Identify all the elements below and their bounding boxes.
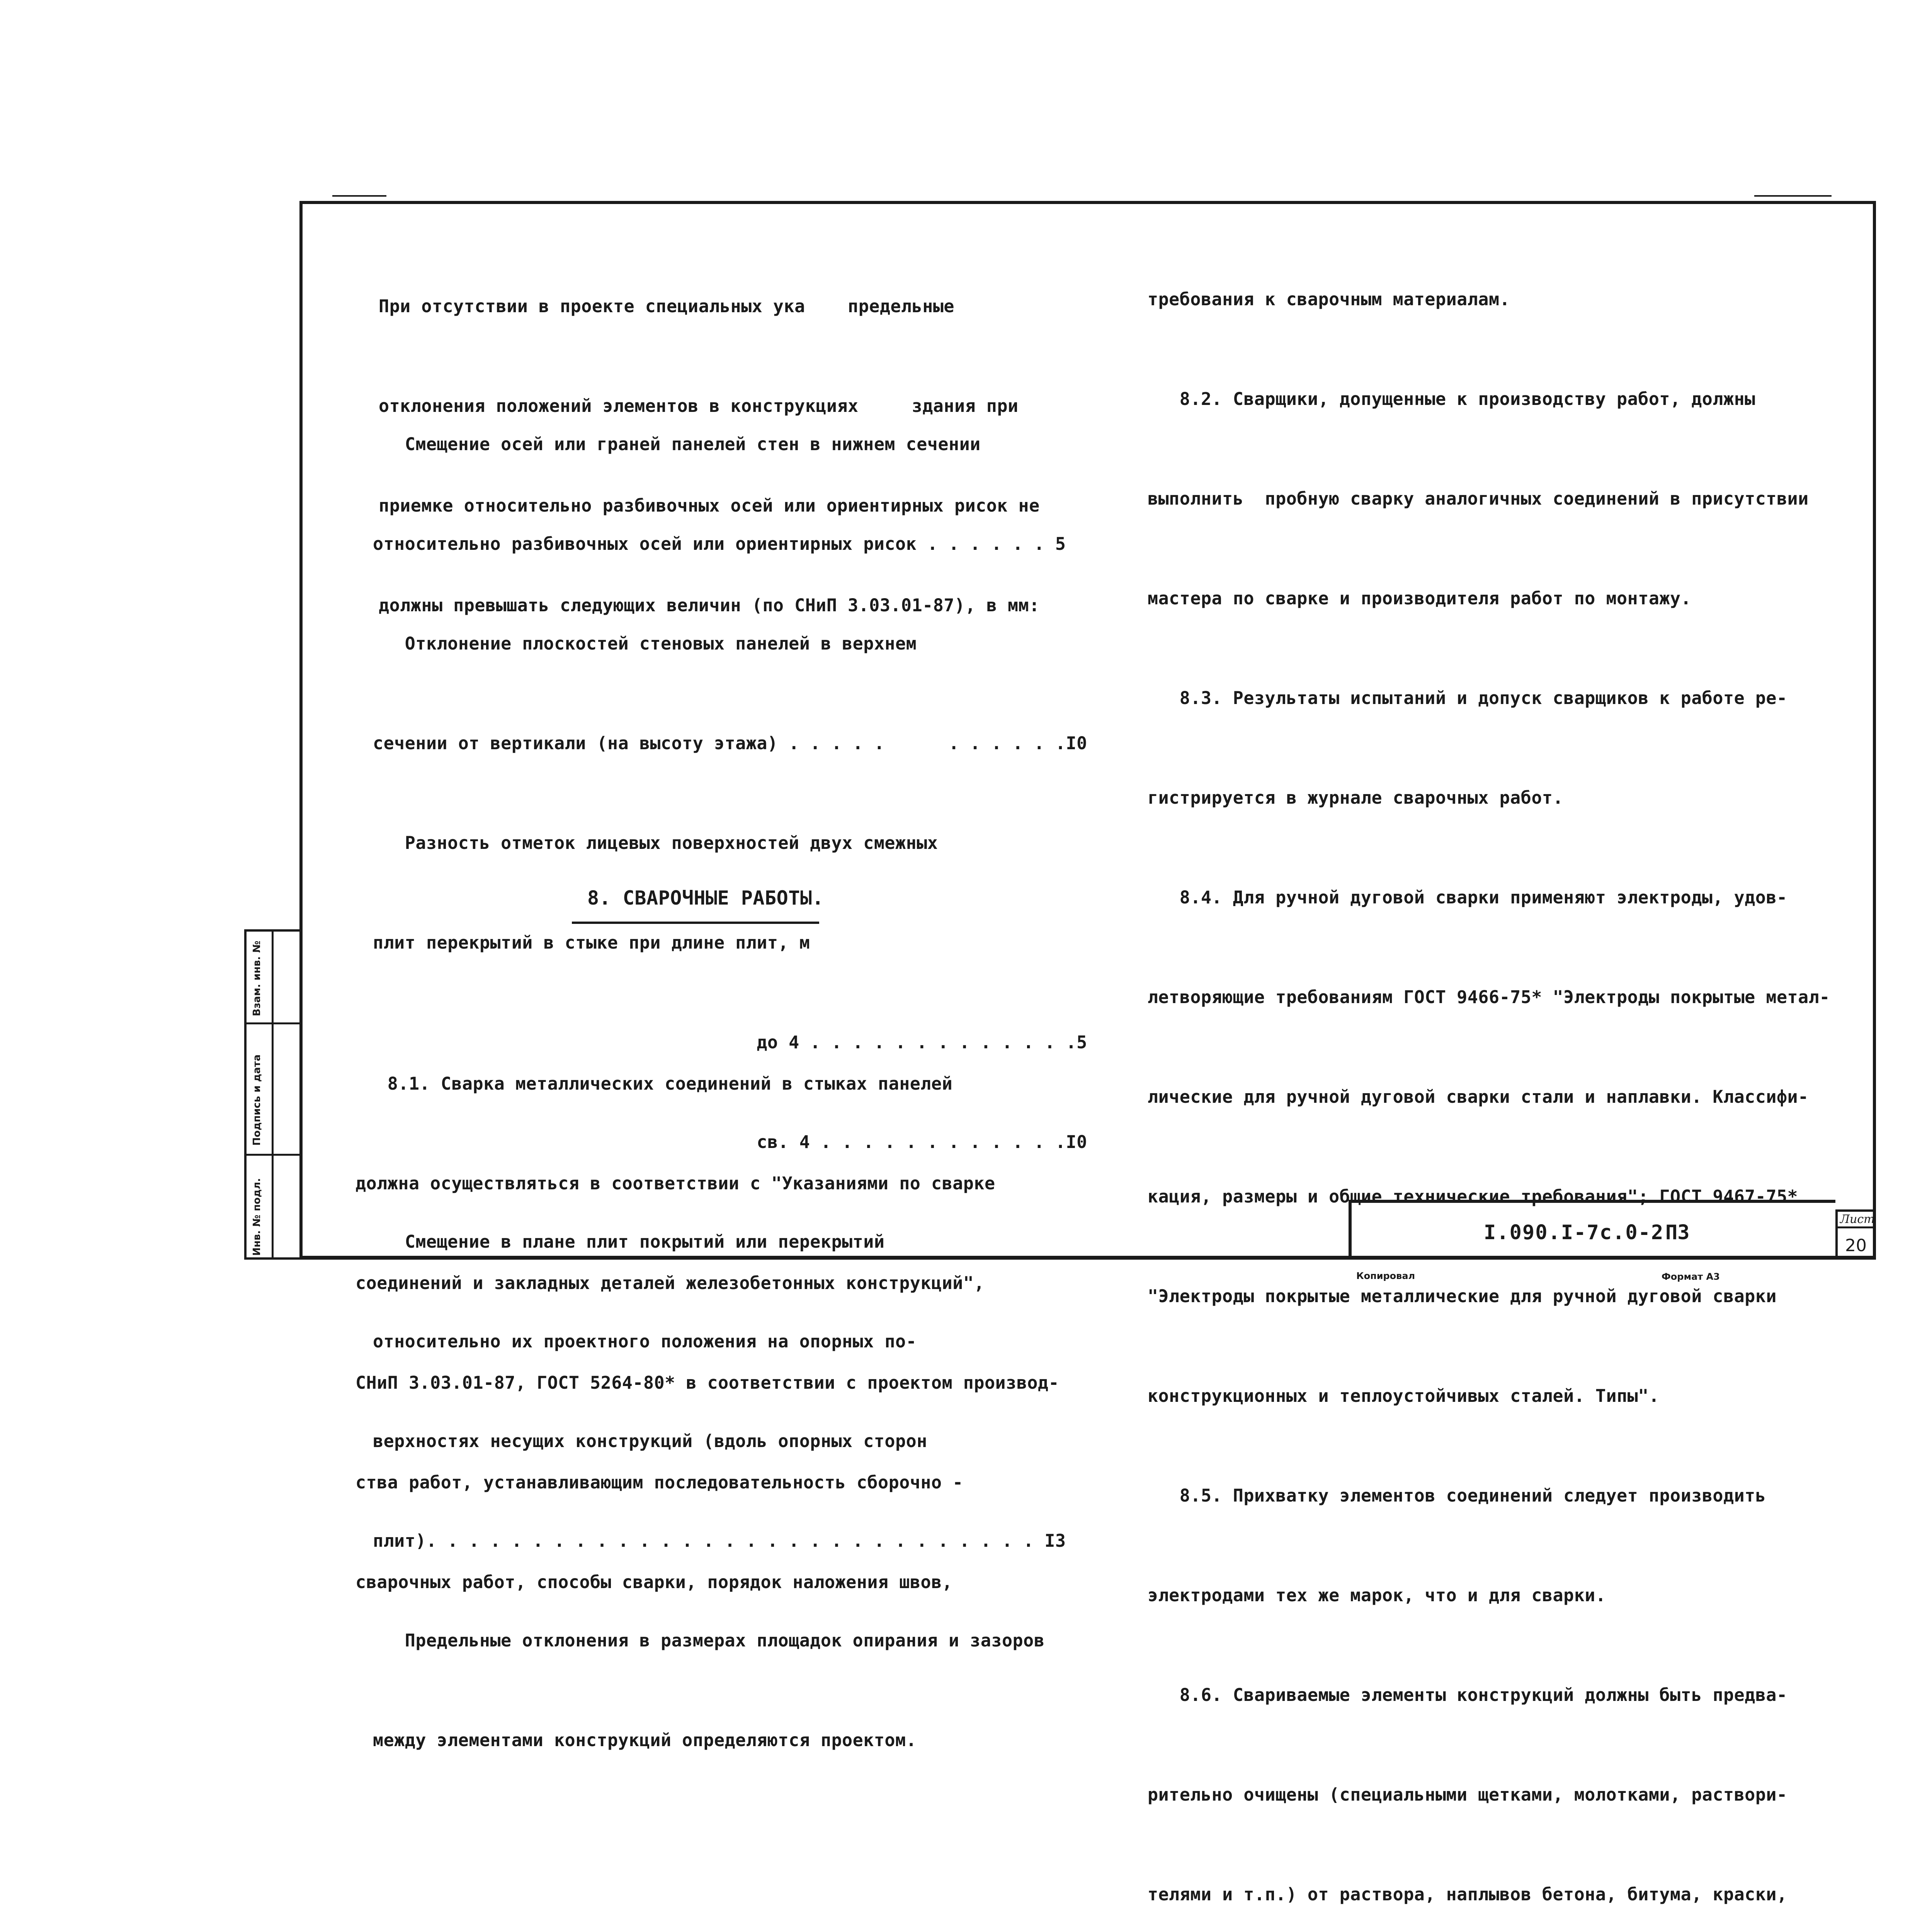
text-line: ства работ, устанавливающим последовательность сборочно - — [355, 1472, 963, 1493]
footer-format: Формат А3 — [1662, 1271, 1720, 1282]
sheet-number: 20 — [1845, 1236, 1867, 1255]
text-line: лические для ручной дуговой сварки стали и наплавки. Классифи- — [1148, 1087, 1809, 1107]
approval-strip-divider — [247, 1022, 299, 1024]
text-line: выполнить пробную сварку аналогичных соединений в присутствии — [1148, 488, 1809, 509]
text-line: отклонения положений элементов в конструкциях здания при — [379, 396, 1019, 416]
document-code: I.090.I-7с.0-2 — [1484, 1221, 1664, 1244]
right-column-text — [1148, 216, 1830, 1932]
text-line: Смещение осей или граней панелей стен в нижнем сечении — [373, 434, 981, 454]
text-line: требования к сварочным материалам. — [1148, 289, 1510, 310]
text-line: плит перекрытий в стыке при длине плит, м — [373, 932, 810, 953]
text-line: Отклонение плоскостей стеновых панелей в верхнем — [373, 633, 917, 654]
text-line: Разность отметок лицевых поверхностей двух смежных — [373, 833, 938, 853]
text-line: верхностях несущих конструкций (вдоль опорных сторон — [373, 1431, 927, 1451]
footer-copied-by: Копировал — [1356, 1270, 1415, 1281]
sheet-box-divider — [1838, 1226, 1874, 1228]
text-line: до 4 . . . . . . . . . . . . .5 — [373, 1032, 1087, 1053]
text-line: соединений и закладных деталей железобетонных конструкций", — [355, 1273, 985, 1293]
text-line: должны превышать следующих величин (по СНиП 3.03.01-87), в мм: — [379, 595, 1040, 616]
text-line: 8.3. Результаты испытаний и допуск сварщиков к работе ре- — [1148, 688, 1787, 708]
document-suffix: ПЗ — [1665, 1221, 1690, 1244]
text-line: Предельные отклонения в размерах площадок опирания и зазоров — [373, 1630, 1045, 1651]
top-dash-mark — [332, 195, 386, 197]
paragraph-8-1 — [355, 1001, 1059, 1632]
text-line: приемке относительно разбивочных осей или ориентирных рисок не — [379, 495, 1040, 516]
text-line: Смещение в плане плит покрытий или перекрытий — [373, 1231, 885, 1252]
text-line: рительно очищены (специальными щетками, молотками, раствори- — [1148, 1784, 1787, 1805]
text-line: относительно разбивочных осей или ориентирных рисок . . . . . . 5 — [373, 534, 1066, 554]
text-line: плит). . . . . . . . . . . . . . . . . . . . . . . . . . . . . I3 — [373, 1531, 1066, 1551]
text-line: телями и т.п.) от раствора, наплывов бетона, битума, краски, — [1148, 1884, 1787, 1905]
top-dash-mark — [1754, 195, 1832, 197]
sheet-label: Лист — [1840, 1213, 1875, 1226]
text-line: конструкционных и теплоустойчивых сталей. Типы". — [1148, 1386, 1660, 1406]
text-line: кация, размеры и общие технические требования"; ГОСТ 9467-75* — [1148, 1186, 1798, 1207]
side-label-replacement: Взам. инв. № — [251, 940, 263, 1016]
text-line: 8.4. Для ручной дуговой сварки применяют электроды, удов- — [1148, 887, 1787, 908]
text-line: электродами тех же марок, что и для сварки. — [1148, 1585, 1606, 1605]
section-heading: 8. СВАРОЧНЫЕ РАБОТЫ. — [587, 887, 824, 909]
text-line: между элементами конструкций определяются проектом. — [373, 1730, 917, 1750]
text-line: 8.1. Сварка металлических соединений в стыках панелей — [355, 1073, 953, 1094]
text-line: мастера по сварке и производителя работ по монтажу. — [1148, 588, 1692, 609]
text-line: должна осуществляться в соответствии с "Указаниями по сварке — [355, 1173, 995, 1194]
text-line: 8.2. Сварщики, допущенные к производству работ, должны — [1148, 389, 1755, 409]
text-line: относительно их проектного положения на опорных по- — [373, 1331, 917, 1352]
text-line: При отсутствии в проекте специальных ука предельные — [379, 296, 954, 316]
side-label-inventory: Инв. № подл. — [251, 1178, 263, 1256]
text-line: сечении от вертикали (на высоту этажа) . . . . . . . . . . .I0 — [373, 733, 1087, 753]
text-line: сварочных работ, способы сварки, порядок наложения швов, — [355, 1572, 953, 1592]
heading-underline — [572, 922, 819, 924]
text-line: "Электроды покрытые металлические для ручной дуговой сварки — [1148, 1286, 1777, 1306]
text-line: св. 4 . . . . . . . . . . . .I0 — [373, 1132, 1087, 1152]
side-label-signature: Подпись и дата — [251, 1054, 263, 1146]
text-line: 8.5. Прихватку элементов соединений следует производить — [1148, 1485, 1766, 1506]
approval-strip-divider — [247, 1154, 299, 1156]
text-line: СНиП 3.03.01-87, ГОСТ 5264-80* в соответствии с проектом производ- — [355, 1372, 1060, 1393]
text-line: летворяющие требованиям ГОСТ 9466-75* "Электроды покрытые метал- — [1148, 987, 1830, 1007]
text-line: гистрируется в журнале сварочных работ. — [1148, 787, 1564, 808]
text-line: 8.6. Свариваемые элементы конструкций должны быть предва- — [1148, 1685, 1787, 1705]
